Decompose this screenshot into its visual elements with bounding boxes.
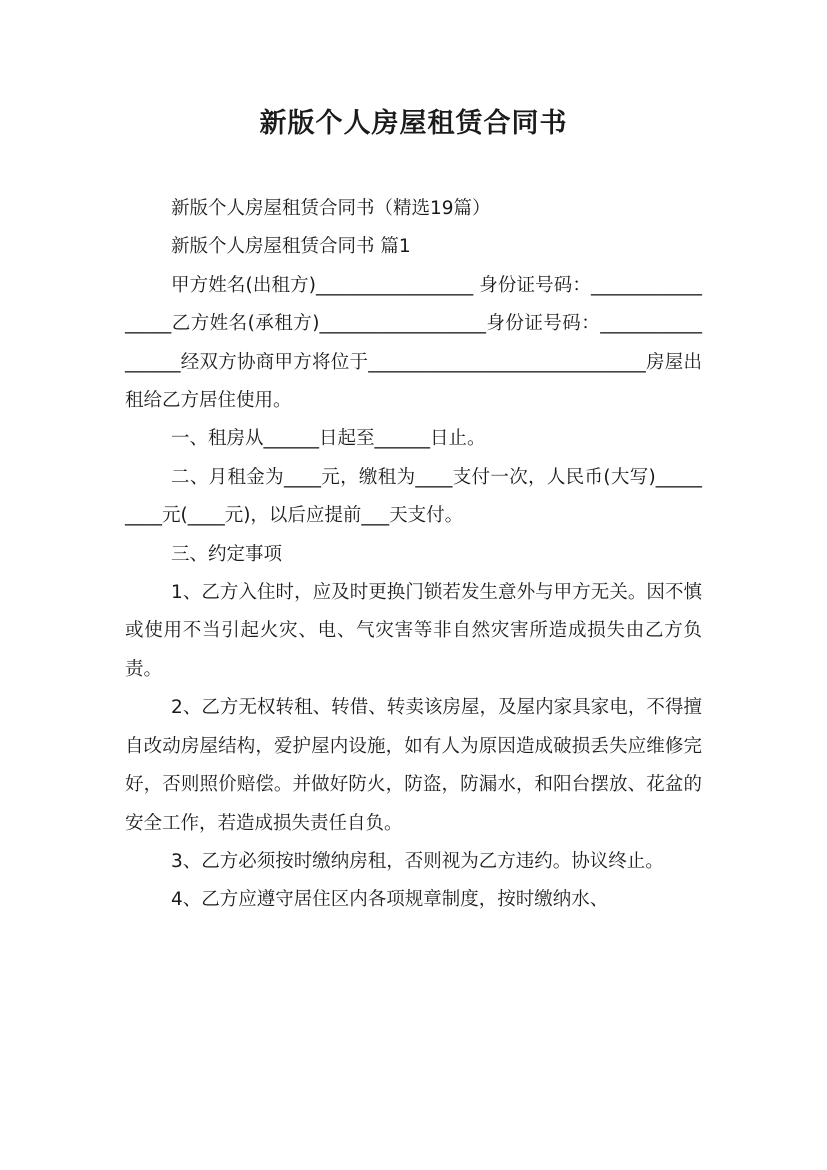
section-heading: 新版个人房屋租赁合同书 篇1 [171,236,411,258]
doc-subtitle: 新版个人房屋租赁合同书（精选19篇） [171,198,491,219]
agreement-item-3: 3、乙方必须按时缴纳房租，否则视为乙方违约。协议终止。 [171,850,664,872]
clause-lease-term: 一、租房从______日起至______日止。 [171,428,486,450]
clause-agreements-heading: 三、约定事项 [171,543,283,565]
clause-rent: 二、月租金为____元，缴租为____支付一次，人民币(大写)_________元(____元)，以后应提前___天支付。 [125,466,702,527]
document-title: 新版个人房屋租赁合同书 [259,108,568,139]
agreement-item-1: 1、乙方入住时，应及时更换门锁若发生意外与甲方无关。因不慎或使用不当引起火灾、电、气灾害等非自然灾害所造成损失由乙方负责。 [125,582,702,680]
agreement-item-2: 2、乙方无权转租、转借、转卖该房屋，及屋内家具家电，不得擅自改动房屋结构，爱护屋内设施，如有人为原因造成破损丢失应维修完好，否则照价赔偿。并做好防火，防盗，防漏水，和阳台摆放、花盆的安全工作，若造成损失责任自负。 [125,697,702,834]
agreement-item-4: 4、乙方应遵守居住区内各项规章制度，按时缴纳水、 [171,889,609,911]
document-body [125,190,702,920]
parties-paragraph: 甲方姓名(出租方)_________________ 身份证号码：_________________乙方姓名(承租方)__________________身份证号码：_________________经双方协商甲方将位于______________________________房屋出租给乙方居住使用。 [125,274,702,412]
